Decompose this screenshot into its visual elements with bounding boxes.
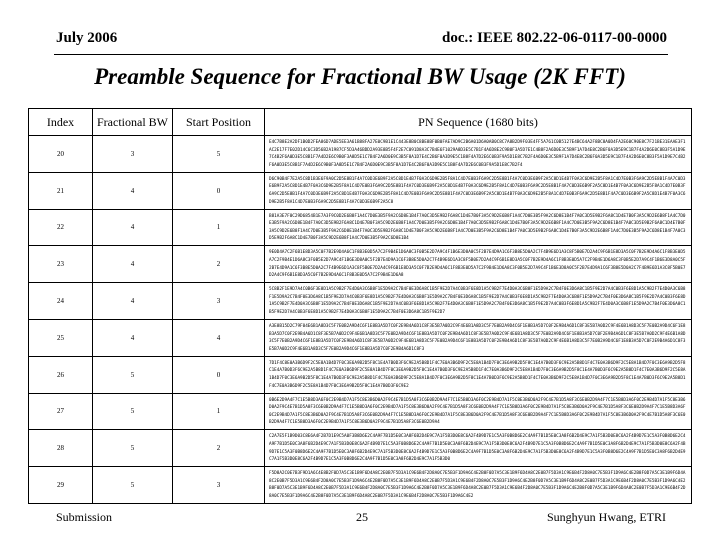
footer-submission: Submission — [56, 510, 113, 524]
cell-fractional-bw: 4 — [93, 246, 173, 283]
pn-sequence-text: A3E8B15D2C79F04E6B1A8D3C5F7E0B2A9D4C6F1E8B3A5D7C0F2E9B4A6D1C8F3E5B7A0D2C9F4E6B1A8D3C5F7E0B2A9D4C6F1E8B3A5D7C0F2E9B4A6D1C8F3E5B7A0D2C9F4E6B1A8D3C5F7E0B2A9D4C6F1E8B3A5D7C0F2E9B4A6D1C8F3E5B7A0D2C9F4E6B1A8D3C5F7E0B2A9D4C6F1E8B3A5D7C0F2E9B4A6D1C8F3E5B7A0D2C9F4E6B1A8D3C5F7E0B2A9D4C6F1E8B3A5D7C0F2E9B4A6D1C8F3E5B7A0D2C9F4E6B1A8D3C5F7E0B2A9D4C6F1E8B3A5D7C0F2E9B4A6D1C8F3E5B7A0D2C9F4E6B1A8D3C5F7E0B2A9D4C6F1E8B3A5D7C0F2E9B4A6D1C8F3E5B7A0D2C9F4E6B1A8D3C5F7E0B2A9D4C6F1E8B3A5D7C0F2E9B4A6D1C8F3E5B7A0D2C9F4E6B1A8D3C5F7E0B2A9D4C6F1E8B3A5D7C0F2E9B4A6D1C8F3 — [269, 323, 686, 352]
cell-start-position: 2 — [173, 246, 265, 283]
cell-index: 28 — [29, 430, 93, 467]
cell-start-position: 1 — [173, 393, 265, 430]
table-row — [29, 467, 692, 504]
table-row — [29, 136, 692, 173]
cell-index: 23 — [29, 246, 93, 283]
cell-pn-sequence — [265, 172, 692, 209]
cell-start-position: 0 — [173, 172, 265, 209]
cell-fractional-bw: 5 — [93, 356, 173, 393]
cell-start-position: 3 — [173, 283, 265, 320]
pn-sequence-text: D6C90B4F7E2A5C8D1B3E6F9A0C2D5E8B1F4A7C0D3E6B9F2A5C8D1E4B7F0A3C6D9E2B5F8A1C4D7E0B3F6A9C2D5E8B1F4A7C0D3E6B9F2A5C8D1E4B7F0A3C6D9E2B5F8A1C4D7E0B3F6A9C2D5E8B1F4A7C0D3E6B9F2A5C8D1E4B7F0A3C6D9E2B5F8A1C4D7E0B3F6A9C2D5E8B1F4A7C0D3E6B9F2A5C8D1E4B7F0A3C6D9E2B5F8A1C4D7E0B3F6A9C2D5E8B1F4A7C0D3E6B9F2A5C8D1E4B7F0A3C6D9E2B5F8A1C4D7E0B3F6A9C2D5E8B1F4A7C0D3E6B9F2A5C8D1E4B7F0A3C6D9E2B5F8A1C4D7E0B3F6A9C2D5E8B1F4A7C0D3E6B9F2A5C8D1E4B7F0A3C6D9E2B5F8A1C4D7E0B3F6A9C2D5E8B1F4A7C0D3E6B9F2A5C8D1E4B7F0A3C6D9E2B5F8A1C4D7E0B3F6A9C2D5E8B1F4A7C0D3E6B9F2A5C8 — [269, 176, 686, 205]
pn-sequence-text: 9E0D4A7C2F6B1E8D3A5C0F7B2E9D4A6C1F8B3E0D5A7C2F9B4E1D6A8C3F0B5E2D7A9C4F1B6E3D8A0C5F2B7E4D9A1C6F3B8E5D0A2C7F4B9E6D1A3C8F5B0E7D2A4C9F6B1E8D3A5C0F7B2E9D4A6C1F8B3E0D5A7C2F9B4E1D6A8C3F0B5E2D7A9C4F1B6E3D8A0C5F2B7E4D9A1C6F3B8E5D0A2C7F4B9E6D1A3C8F5B0E7D2A4C9F6B1E8D3A5C0F7B2E9D4A6C1F8B3E0D5A7C2F9B4E1D6A8C3F0B5E2D7A9C4F1B6E3D8A0C5F2B7E4D9A1C6F3B8E5D0A2C7F4B9E6D1A3C8F5B0E7D2A4C9F6B1E8D3A5C0F7B2E9D4A6C1F8B3E0D5A7C2F9B4E1D6A8C3F0B5E2D7A9C4F1B6E3D8A0C5F2B7E4D9A1C6F3B8E5D0A2C7F4B9E6D1A3C8F5B0E7D2A4C9F6B1E8D3A5C0F7B2E9D4A6C1F8B3E0D5A7C2F9B4E1D6A8 — [269, 250, 686, 279]
column-header-pn-sequence: PN Sequence (1680 bits) — [265, 109, 692, 136]
cell-fractional-bw: 5 — [93, 467, 173, 504]
cell-fractional-bw: 4 — [93, 209, 173, 246]
column-header-start-position: Start Position — [173, 109, 265, 136]
cell-index: 29 — [29, 467, 93, 504]
column-header-fractional-bw: Fractional BW — [93, 109, 173, 136]
cell-pn-sequence — [265, 356, 692, 393]
cell-pn-sequence — [265, 283, 692, 320]
cell-pn-sequence — [265, 209, 692, 246]
table-header-row — [29, 109, 692, 136]
cell-start-position: 1 — [173, 209, 265, 246]
cell-fractional-bw: 4 — [93, 319, 173, 356]
footer-author: Sunghyun Hwang, ETRI — [547, 510, 666, 524]
table-row — [29, 209, 692, 246]
pn-sequence-text: 7D1F4C8E0A3B6D9F2C5E8A1B4D7F0C3E6A9B2D5F8C1E4A7B0D3F6C9E2A5B8D1F4C7E0A3B6D9F2C5E8A1B4D7F0C3E6A9B2D5F8C1E4A7B0D3F6C9E2A5B8D1F4C7E0A3B6D9F2C5E8A1B4D7F0C3E6A9B2D5F8C1E4A7B0D3F6C9E2A5B8D1F4C7E0A3B6D9F2C5E8A1B4D7F0C3E6A9B2D5F8C1E4A7B0D3F6C9E2A5B8D1F4C7E0A3B6D9F2C5E8A1B4D7F0C3E6A9B2D5F8C1E4A7B0D3F6C9E2A5B8D1F4C7E0A3B6D9F2C5E8A1B4D7F0C3E6A9B2D5F8C1E4A7B0D3F6C9E2A5B8D1F4C7E0A3B6D9F2C5E8A1B4D7F0C3E6A9B2D5F8C1E4A7B0D3F6C9E2A5B8D1F4C7E0A3B6D9F2C5E8A1B4D7F0C3E6A9B2D5F8C1E4A7B0D3F6C9E2A5B8D1F4C7E0A3B6D9F2C5E8A1B4D7F0C3E6A9B2D5F8C1E4A7B0D3F6C9E2 — [269, 360, 686, 389]
cell-index: 20 — [29, 136, 93, 173]
header-doc-id: doc.: IEEE 802.22-06-0117-00-0000 — [442, 30, 667, 46]
cell-start-position: 4 — [173, 319, 265, 356]
slide-title: Preamble Sequence for Fractional BW Usage (2K FFT) — [94, 64, 626, 89]
pn-sequence-text: 0B6E2D9A4F7C1E5B8D3A6F0C2E9B4D7A1F5C8E3B6D0A2F9C4E7B1D5A8F3C6E0B2D9A4F7C1E5B8D3A6F0C2E9B4D7A1F5C8E3B6D0A2F9C4E7B1D5A8F3C6E0B2D9A4F7C1E5B8D3A6F0C2E9B4D7A1F5C8E3B6D0A2F9C4E7B1D5A8F3C6E0B2D9A4F7C1E5B8D3A6F0C2E9B4D7A1F5C8E3B6D0A2F9C4E7B1D5A8F3C6E0B2D9A4F7C1E5B8D3A6F0C2E9B4D7A1F5C8E3B6D0A2F9C4E7B1D5A8F3C6E0B2D9A4F7C1E5B8D3A6F0C2E9B4D7A1F5C8E3B6D0A2F9C4E7B1D5A8F3C6E0B2D9A4F7C1E5B8D3A6F0C2E9B4D7A1F5C8E3B6D0A2F9C4E7B1D5A8F3C6E0B2D9A4F7C1E5B8D3A6F0C2E9B4D7A1F5C8E3B6D0A2F9C4E7B1D5A8F3C6E0B2D9A4F7C1E5B8D3A6F0C2E9B4D7A1F5C8E3B6D0A2F9C4E7B1D5A8F3C6E0B2D9A4 — [269, 397, 686, 426]
header-rule — [54, 54, 668, 55]
cell-index: 25 — [29, 319, 93, 356]
pn-sequence-text: C2A7E5F1B9D03C8E6A4F2B7D1E9C5A0F3B8D6E2C4A9F7B1D5E0C3A8F6B2D4E9C7A1F5B3D0E8C6A2F4B9D7E1C5A3F0B8D6E2C4A9F7B1D5E0C3A8F6B2D4E9C7A1F5B3D0E8C6A2F4B9D7E1C5A3F0B8D6E2C4A9F7B1D5E0C3A8F6B2D4E9C7A1F5B3D0E8C6A2F4B9D7E1C5A3F0B8D6E2C4A9F7B1D5E0C3A8F6B2D4E9C7A1F5B3D0E8C6A2F4B9D7E1C5A3F0B8D6E2C4A9F7B1D5E0C3A8F6B2D4E9C7A1F5B3D0E8C6A2F4B9D7E1C5A3F0B8D6E2C4A9F7B1D5E0C3A8F6B2D4E9C7A1F5B3D0E8C6A2F4B9D7E1C5A3F0B8D6E2C4A9F7B1D5E0C3A8F6B2D4E9C7A1F5B3D0E8C6A2F4B9D7E1C5A3F0B8D6E2C4A9F7B1D5E0C3A8F6B2D4E9C7A1F5B3D0E8C6A2F4B9D7E1C5A3F0B8D6E2C4A9F7B1D5E0C3A8F6B2D4E9C7A1F5B3D0 — [269, 434, 686, 463]
cell-fractional-bw: 5 — [93, 430, 173, 467]
cell-start-position: 0 — [173, 356, 265, 393]
cell-index: 22 — [29, 209, 93, 246]
cell-pn-sequence — [265, 430, 692, 467]
cell-pn-sequence — [265, 319, 692, 356]
footer-page-number: 25 — [356, 510, 368, 524]
cell-index: 27 — [29, 393, 93, 430]
cell-start-position: 5 — [173, 136, 265, 173]
cell-pn-sequence — [265, 136, 692, 173]
pn-sequence-table — [28, 108, 692, 504]
header-date: July 2006 — [56, 30, 118, 46]
pn-sequence-text: E4C7B8E2A2DF1B0D2FEA86D7ADE5EE3A61B88FA27E0C9B1E1C443E8B0C8BE8BF0B0FAE7AD9C2B6A01D6A0AB0C8C7A8B2D9F03E4FF5A761C0B5127E4BC64A2F8BC8A0D4FA2E60C90E8C7F21BE31EAAE3F1AC2E17F7E02D14C6C3D56B2A1987CF5D3A46BDD2A93E8B5F4F2E7C091D8A3C7B4E6F1029A8D3E5C7B1F4A6D8E2C9B0F3A5D7E1C4B8F2A6D0E3C5B9F1A7D4E8C2B6F0A3D5E9C1B7F4A2D6E0C8B3F5A1D9E7C4B2F6A0D3E5C8B1F7A4D2E6C9B0F3A8D5E1C7B4F2A6D0E9C3B5F8A1D7E4C2B6F0A3D9E5C1B8F4A7D2E6C0B3F9A5D1E8C7B2F4A6D0E3C5B9F1A7D4E8C2B6F0A3D5E9C1B7F4A2D6E0C8B3F5A1D9E7C4B2F6A0D3E5C8B1F7A4D2E6C9B0F3A8D5E1C7B4F2A6D0E9C3B5F8A1D7E4C2B6F0A3D9E5C1B8F4A7D2E6C0B3F9A5D1E8C7B2F4 — [269, 140, 686, 168]
pn-sequence-text: B81A3E7F0C29D6854B1E7A3F9C0D2E6B8F1A4C7D0E3B5F9A2C6D8E1B4F7A0C3D5E9B2F6A8C1D4E7B0F3A5C9D2E6B8F1A4C7D0E3B5F9A2C6D8E1B4F7A0C3D5E9B2F6A8C1D4E7B0F3A5C9D2E6B8F1A4C7D0E3B5F9A2C6D8E1B4F7A0C3D5E9B2F6A8C1D4E7B0F3A5C9D2E6B8F1A4C7D0E3B5F9A2C6D8E1B4F7A0C3D5E9B2F6A8C1D4E7B0F3A5C9D2E6B8F1A4C7D0E3B5F9A2C6D8E1B4F7A0C3D5E9B2F6A8C1D4E7B0F3A5C9D2E6B8F1A4C7D0E3B5F9A2C6D8E1B4F7A0C3D5E9B2F6A8C1D4E7B0F3A5C9D2E6B8F1A4C7D0E3B5F9A2C6D8E1B4F7A0C3D5E9B2F6A8C1D4E7B0F3A5C9D2E6B8F1A4C7D0E3B5F9A2C6D8E1B4F7A0C3D5E9B2F6A8C1D4E7B0F3A5C9D2E6B8F1A4C7D0E3B5F9A2C6D8E1B4 — [269, 213, 686, 242]
table-row — [29, 172, 692, 209]
cell-pn-sequence — [265, 246, 692, 283]
pn-sequence-text: F5D8A2C0E7B3F9D1A6C4E8B2F0D7A5C3E1B9F6D4A8C2E0B7F5D3A1C9E6B4F2D8A0C7E5B3F1D9A6C4E2B8F0D7A5C3E1B9F6D4A8C2E0B7F5D3A1C9E6B4F2D8A0C7E5B3F1D9A6C4E2B8F0D7A5C3E1B9F6D4A8C2E0B7F5D3A1C9E6B4F2D8A0C7E5B3F1D9A6C4E2B8F0D7A5C3E1B9F6D4A8C2E0B7F5D3A1C9E6B4F2D8A0C7E5B3F1D9A6C4E2B8F0D7A5C3E1B9F6D4A8C2E0B7F5D3A1C9E6B4F2D8A0C7E5B3F1D9A6C4E2B8F0D7A5C3E1B9F6D4A8C2E0B7F5D3A1C9E6B4F2D8A0C7E5B3F1D9A6C4E2B8F0D7A5C3E1B9F6D4A8C2E0B7F5D3A1C9E6B4F2D8A0C7E5B3F1D9A6C4E2B8F0D7A5C3E1B9F6D4A8C2E0B7F5D3A1C9E6B4F2D8A0C7E5B3F1D9A6C4E2B8F0D7A5C3E1B9F6D4A8C2E0B7F5D3A1C9E6B4F2D8A0C7E5B3F1D9A6C4E2 — [269, 471, 686, 499]
cell-pn-sequence — [265, 393, 692, 430]
cell-fractional-bw: 4 — [93, 283, 173, 320]
table-row — [29, 393, 692, 430]
table-row — [29, 246, 692, 283]
cell-start-position: 3 — [173, 467, 265, 504]
table-row — [29, 430, 692, 467]
cell-fractional-bw: 3 — [93, 136, 173, 173]
cell-start-position: 2 — [173, 430, 265, 467]
table-row — [29, 356, 692, 393]
table-row — [29, 319, 692, 356]
table-row — [29, 283, 692, 320]
cell-index: 26 — [29, 356, 93, 393]
cell-index: 21 — [29, 172, 93, 209]
column-header-index: Index — [29, 109, 93, 136]
cell-pn-sequence — [265, 467, 692, 504]
cell-fractional-bw: 5 — [93, 393, 173, 430]
cell-fractional-bw: 4 — [93, 172, 173, 209]
pn-sequence-text: 5C8B2F1E9D7A4C0B6F3E8D1A5C9B2F7E4D0A3C6B8F1E5D9A2C7B4F0E3D6A8C1B5F9E2D7A4C0B3F6E8D1A5C9B2F7E4D0A3C6B8F1E5D9A2C7B4F0E3D6A8C1B5F9E2D7A4C0B3F6E8D1A5C9B2F7E4D0A3C6B8F1E5D9A2C7B4F0E3D6A8C1B5F9E2D7A4C0B3F6E8D1A5C9B2F7E4D0A3C6B8F1E5D9A2C7B4F0E3D6A8C1B5F9E2D7A4C0B3F6E8D1A5C9B2F7E4D0A3C6B8F1E5D9A2C7B4F0E3D6A8C1B5F9E2D7A4C0B3F6E8D1A5C9B2F7E4D0A3C6B8F1E5D9A2C7B4F0E3D6A8C1B5F9E2D7A4C0B3F6E8D1A5C9B2F7E4D0A3C6B8F1E5D9A2C7B4F0E3D6A8C1B5F9E2D7A4C0B3F6E8D1A5C9B2F7E4D0A3C6B8F1E5D9A2C7B4F0E3D6A8C1B5F9E2D7A4C0B3F6E8D1A5C9B2F7E4D0A3C6B8F1E5D9A2C7B4F0E3D6A8C1B5F9E2D7 — [269, 287, 686, 315]
cell-index: 24 — [29, 283, 93, 320]
